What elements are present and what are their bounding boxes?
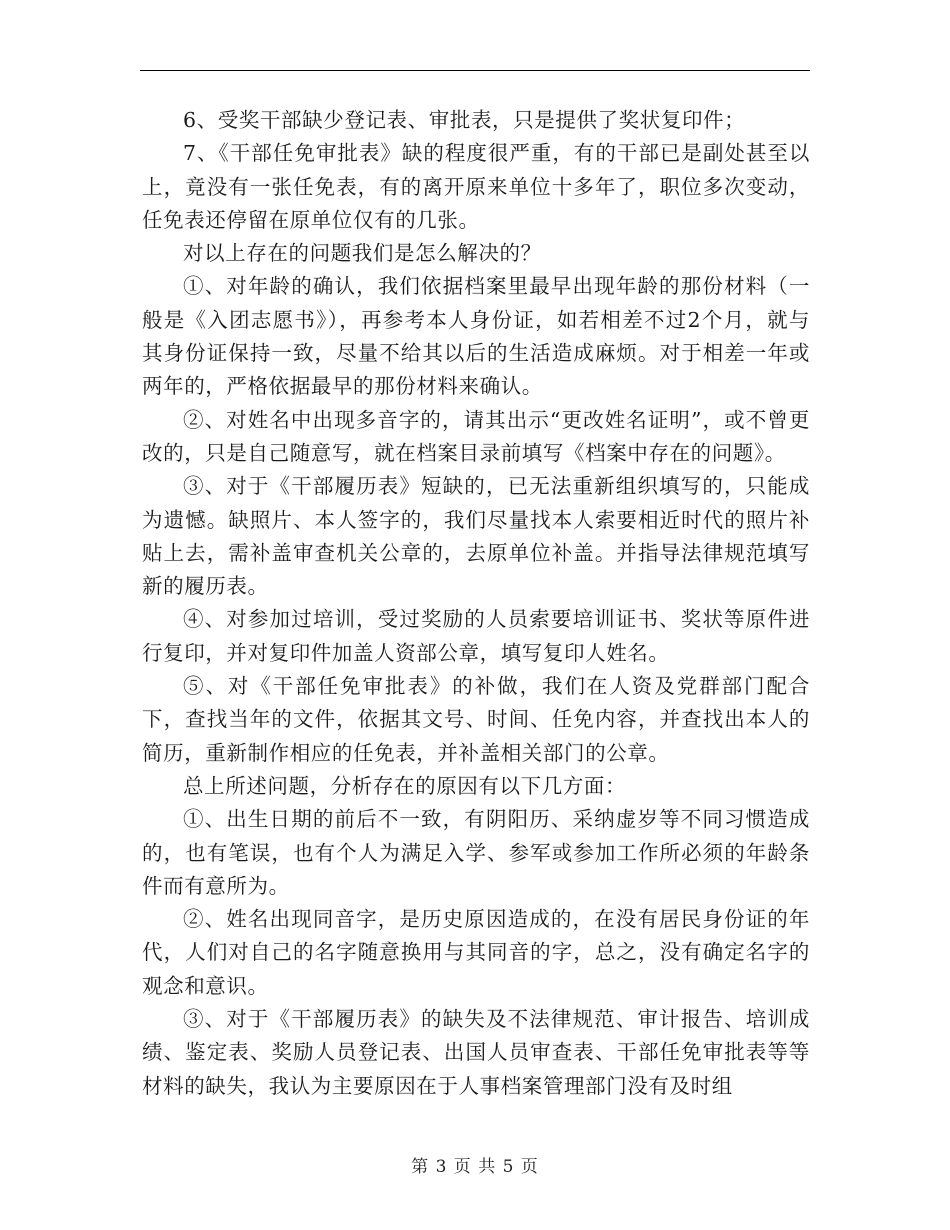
paragraph-10: ①、出生日期的前后不一致，有阴阳历、采纳虚岁等不同习惯造成的，也有笔误，也有个人为满足入学、参军或参加工作所必须的年龄条件而有意所为。 bbox=[142, 807, 810, 898]
document-body bbox=[142, 104, 810, 1103]
page-number: 第 3 页 共 5 页 bbox=[411, 1157, 539, 1177]
paragraph-4: ①、对年龄的确认，我们依据档案里最早出现年龄的那份材料（一般是《入团志愿书》），再参考本人身份证，如若相差不过2个月，就与其身份证保持一致，尽量不给其以后的生活造成麻烦。对于相差一年或两年的，严格依据最早的那份材料来确认。 bbox=[142, 274, 810, 399]
paragraph-1: 6、受奖干部缺少登记表、审批表，只是提供了奖状复印件； bbox=[183, 108, 746, 132]
paragraph-2: 7、《干部任免审批表》缺的程度很严重，有的干部已是副处甚至以上，竟没有一张任免表，有的离开原来单位十多年了，职位多次变动，任免表还停留在原单位仅有的几张。 bbox=[142, 141, 810, 232]
paragraph-12: ③、对于《干部履历表》的缺失及不法律规范、审计报告、培训成绩、鉴定表、奖励人员登记表、出国人员审查表、干部任免审批表等等材料的缺失，我认为主要原因在于人事档案管理部门没有及时组 bbox=[142, 1007, 810, 1098]
paragraph-6: ③、对于《干部履历表》短缺的，已无法重新组织填写的，只能成为遗憾。缺照片、本人签字的，我们尽量找本人索要相近时代的照片补贴上去，需补盖审查机关公章的，去原单位补盖。并指导法律规范填写新的履历表。 bbox=[142, 474, 810, 599]
paragraph-5: ②、对姓名中出现多音字的，请其出示“更改姓名证明”，或不曾更改的，只是自己随意写，就在档案目录前填写《档案中存在的问题》。 bbox=[142, 407, 810, 465]
paragraph-8: ⑤、对《干部任免审批表》的补做，我们在人资及党群部门配合下，查找当年的文件，依据其文号、时间、任免内容，并查找出本人的简历，重新制作相应的任免表，并补盖相关部门的公章。 bbox=[142, 674, 810, 765]
paragraph-7: ④、对参加过培训，受过奖励的人员索要培训证书、奖状等原件进行复印，并对复印件加盖人资部公章，填写复印人姓名。 bbox=[142, 607, 810, 665]
paragraph-9: 总上所述问题，分析存在的原因有以下几方面： bbox=[183, 773, 627, 798]
paragraph-11: ②、姓名出现同音字，是历史原因造成的，在没有居民身份证的年代，人们对自己的名字随意换用与其同音的字，总之，没有确定名字的观念和意识。 bbox=[142, 907, 810, 998]
header-rule bbox=[140, 70, 810, 71]
paragraph-3: 对以上存在的问题我们是怎么解决的？ bbox=[183, 241, 542, 266]
